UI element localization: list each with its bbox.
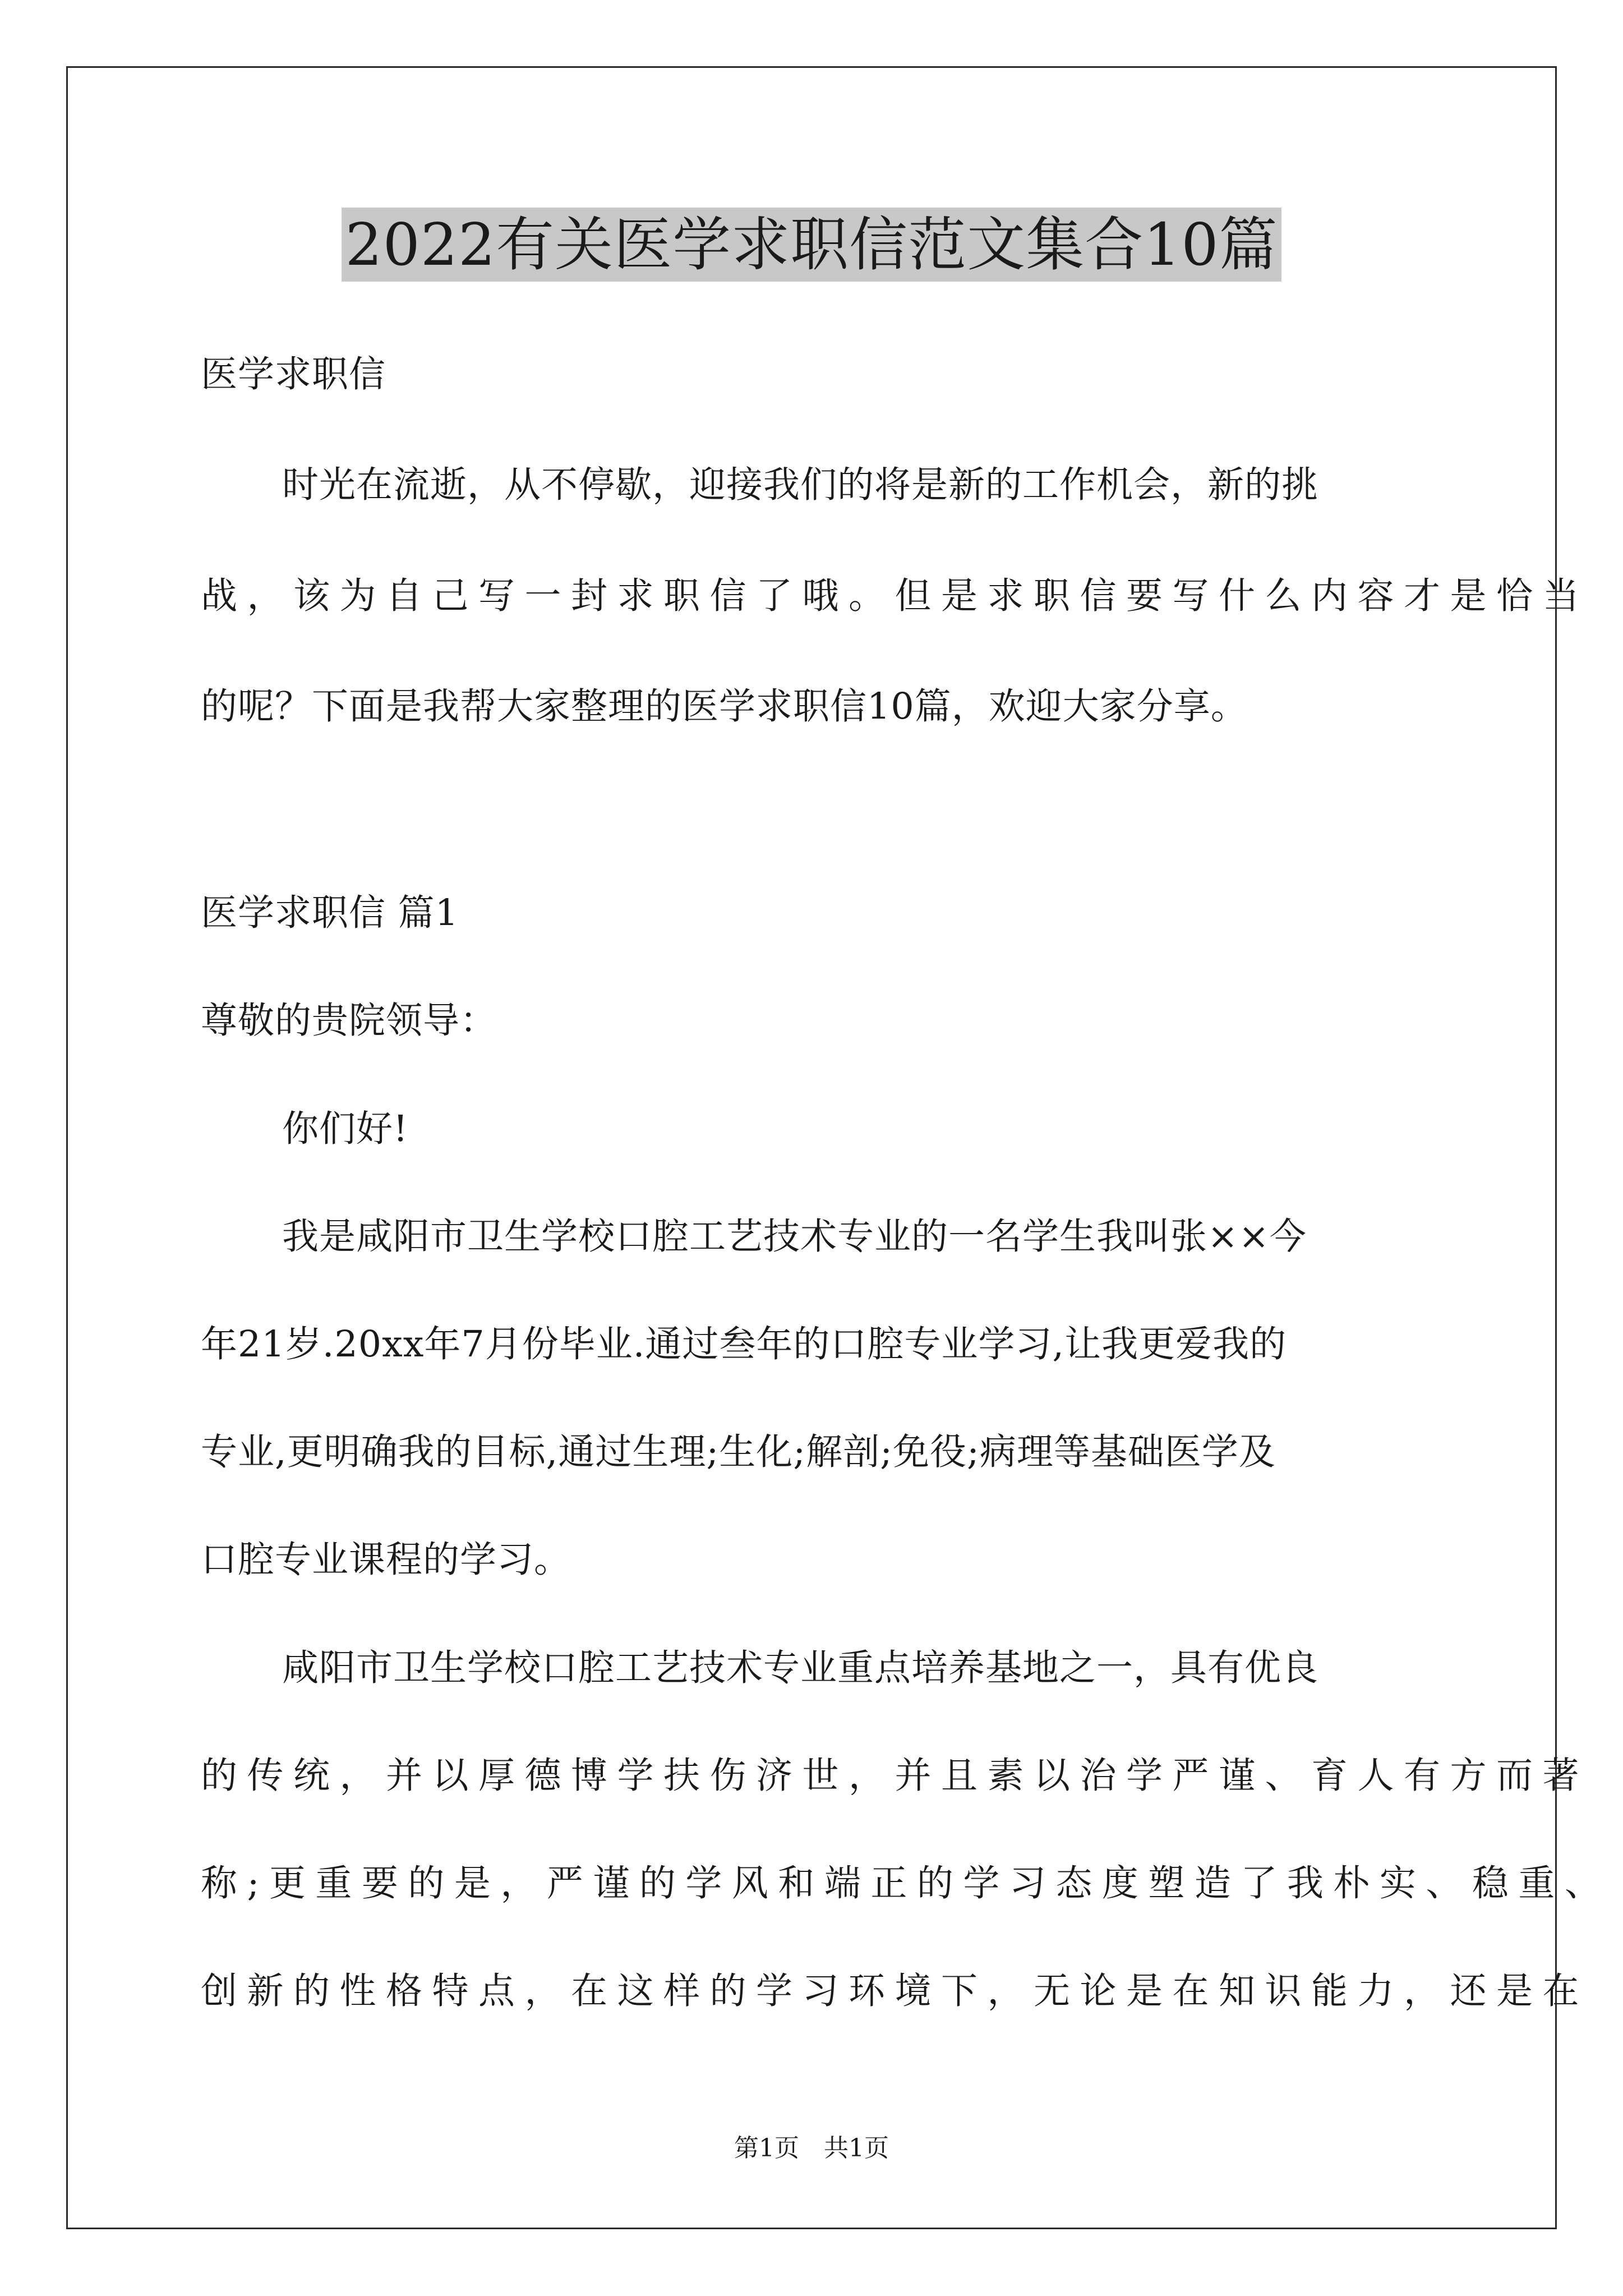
paragraph2-line-1: 咸阳市卫生学校口腔工艺技术专业重点培养基地之一，具有优良 bbox=[282, 1647, 1319, 1689]
section-heading: 医学求职信 bbox=[201, 353, 386, 395]
paragraph2-line-2: 的传统，并以厚德博学扶伤济世，并且素以治学严谨、育人有方而著 bbox=[201, 1755, 1589, 1797]
intro-line-2: 战，该为自己写一封求职信了哦。但是求职信要写什么内容才是恰当 bbox=[201, 575, 1589, 617]
paragraph1-line-4: 口腔专业课程的学习。 bbox=[201, 1539, 571, 1581]
document-title: 2022有关医学求职信范文集合10篇 bbox=[342, 208, 1281, 282]
paragraph1-line-1: 我是咸阳市卫生学校口腔工艺技术专业的一名学生我叫张××今 bbox=[282, 1216, 1307, 1258]
paragraph1-line-2: 年21岁.20xx年7月份毕业.通过叁年的口腔专业学习,让我更爱我的 bbox=[201, 1323, 1287, 1365]
salutation: 尊敬的贵院领导： bbox=[201, 1000, 497, 1042]
title-container bbox=[0, 208, 1623, 282]
greeting: 你们好! bbox=[282, 1108, 409, 1150]
paragraph1-line-3: 专业,更明确我的目标,通过生理;生化;解剖;免役;病理等基础医学及 bbox=[201, 1431, 1276, 1473]
paragraph2-line-4: 创新的性格特点，在这样的学习环境下，无论是在知识能力，还是在 bbox=[201, 1970, 1589, 2012]
page-footer: 第1页 共1页 bbox=[734, 2134, 889, 2162]
intro-line-1: 时光在流逝，从不停歇，迎接我们的将是新的工作机会，新的挑 bbox=[282, 464, 1319, 506]
paragraph2-line-3: 称;更重要的是，严谨的学风和端正的学习态度塑造了我朴实、稳重、 bbox=[201, 1862, 1611, 1904]
intro-line-3: 的呢？下面是我帮大家整理的医学求职信10篇，欢迎大家分享。 bbox=[201, 685, 1248, 728]
article-heading: 医学求职信 篇1 bbox=[201, 892, 459, 934]
